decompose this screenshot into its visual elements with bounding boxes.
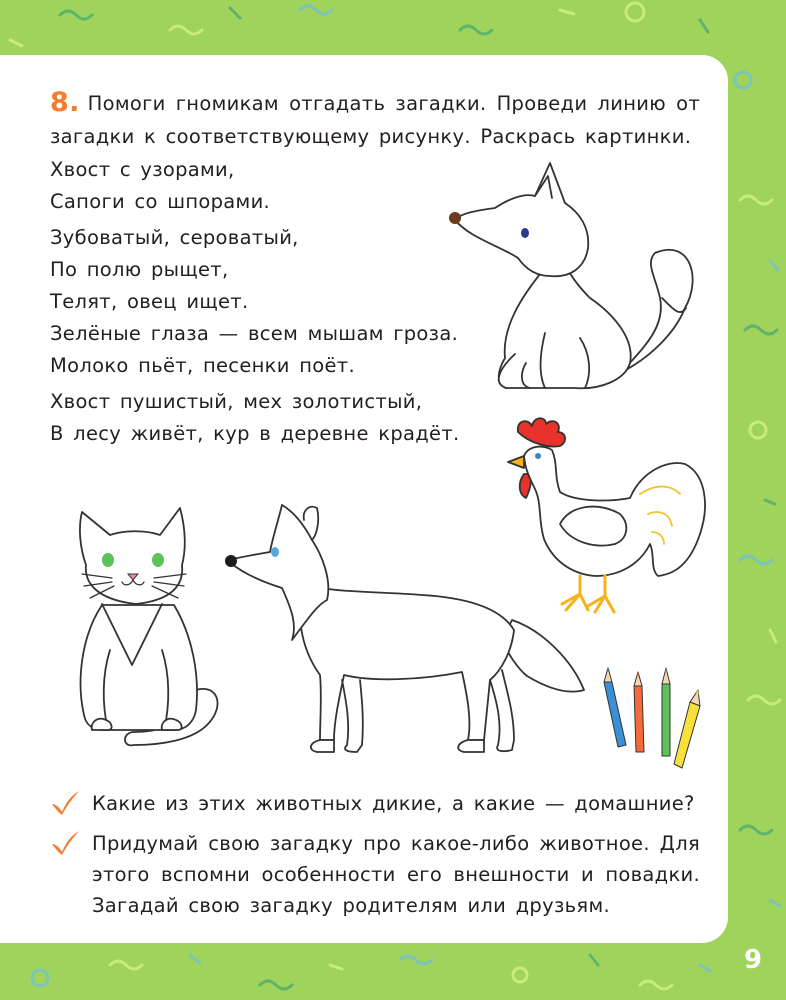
question-make-riddle — [50, 828, 700, 921]
riddle-line: Хвост с узорами, — [50, 158, 235, 181]
riddle-line: Телят, овец ищет. — [50, 290, 249, 313]
page-number: 9 — [743, 945, 763, 975]
riddle-line: В лесу живёт, кур в деревне крадёт. — [50, 422, 460, 445]
question-wild-domestic — [50, 788, 700, 819]
riddle-line: Хвост пушистый, мех золотистый, — [50, 390, 423, 413]
task-instruction-block — [50, 86, 700, 153]
wolf-drawing[interactable] — [222, 500, 587, 760]
riddle-line: Молоко пьёт, песенки поёт. — [50, 354, 355, 377]
riddle-line: Сапоги со шпорами. — [50, 190, 271, 213]
riddle-wolf — [50, 222, 299, 318]
question-text: Какие из этих животных дикие, а какие — домашние? — [92, 792, 695, 815]
colored-pencils — [598, 660, 710, 772]
check-icon — [50, 830, 80, 856]
riddle-fox — [50, 386, 460, 450]
question-text: Придумай свою загадку про какое-либо животное. Для этого вспомни особенности его внешности и повадки. Загадай свою загадку родителям или друзьям. — [92, 832, 700, 917]
riddle-line: По полю рыщет, — [50, 258, 229, 281]
riddle-line: Зубоватый, сероватый, — [50, 226, 299, 249]
riddle-cat — [50, 318, 458, 382]
riddle-line: Зелёные глаза — всем мышам гроза. — [50, 322, 459, 345]
cat-drawing[interactable] — [62, 500, 227, 760]
fox-drawing[interactable] — [440, 158, 710, 398]
check-icon — [50, 790, 80, 816]
task-instruction: Помоги гномикам отгадать загадки. Проведи линию от загадки к соответствующему рисунку. Раскрась картинки. — [50, 92, 700, 148]
task-number: 8. — [50, 87, 80, 118]
riddle-rooster — [50, 154, 270, 218]
